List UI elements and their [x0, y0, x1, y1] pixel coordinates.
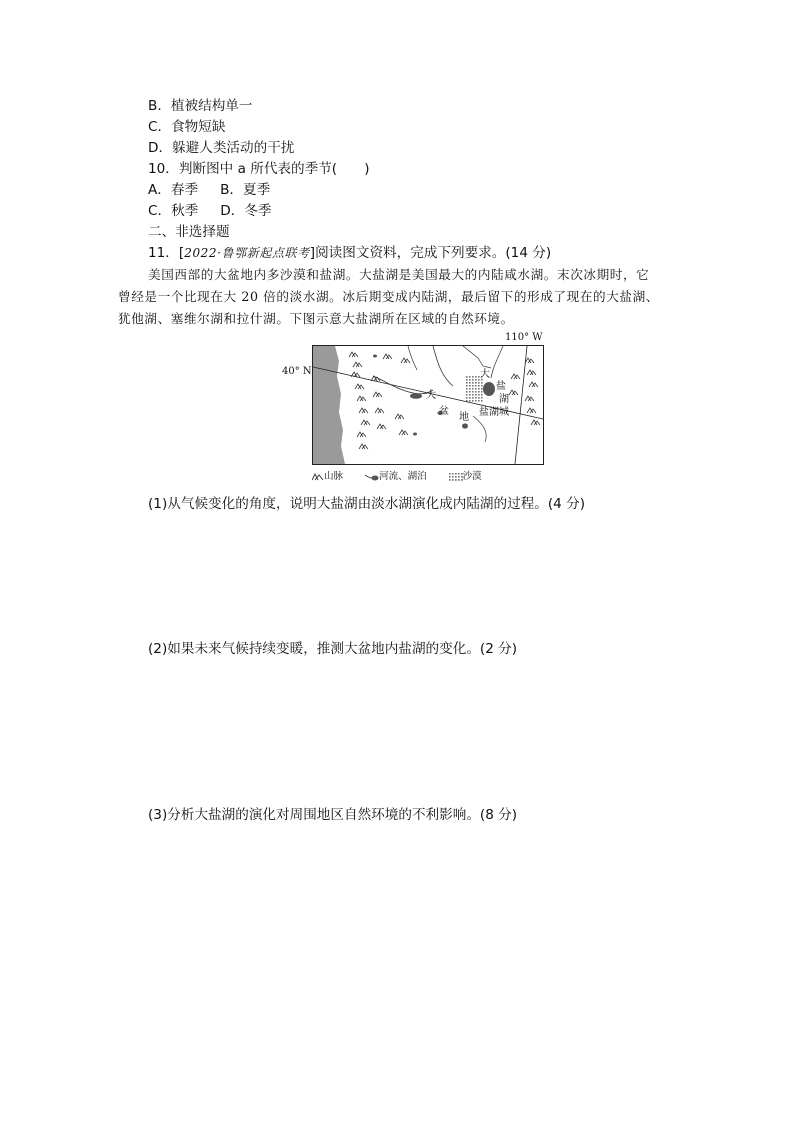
basin-char-1: 大	[426, 390, 436, 401]
river-lake-legend-icon	[365, 473, 379, 481]
map-figure	[280, 330, 550, 485]
city-label: 盐湖城	[479, 407, 509, 418]
question-11-source: 2022·鲁鄂新起点联考	[184, 246, 310, 260]
question-11-sub-2: (2)如果未来气候持续变暖，推测大盆地内盐湖的变化。(2 分)	[148, 641, 518, 657]
lake-char-1: 大	[480, 369, 490, 380]
option-9d: D．躲避人类活动的干扰	[148, 140, 295, 156]
question-10-stem: 10．判断图中 a 所代表的季节( )	[148, 161, 370, 177]
question-11-sub-1: (1)从气候变化的角度，说明大盐湖由淡水湖演化成内陆湖的过程。(4 分)	[148, 496, 586, 512]
passage-line-3: 犹他湖、塞维尔湖和拉什湖。下图示意大盐湖所在区域的自然环境。	[118, 311, 514, 326]
lake-char-2: 盐	[496, 381, 506, 392]
longitude-line	[515, 346, 527, 464]
option-10b: B．夏季	[220, 182, 271, 198]
mountain-legend-icon	[312, 473, 324, 481]
lake	[410, 393, 422, 399]
passage-line-1: 美国西部的大盆地内多沙漠和盐湖。大盐湖是美国最大的内陆咸水湖。末次冰期时，它	[148, 267, 650, 282]
latitude-label: 40° N	[282, 366, 312, 377]
desert-legend-icon	[449, 473, 463, 481]
map-legend	[312, 469, 544, 485]
section-title: 二、非选择题	[148, 224, 230, 240]
great-salt-lake	[483, 382, 495, 396]
ocean-area	[313, 346, 335, 464]
option-9c: C．食物短缺	[148, 119, 226, 135]
legend-mountain: 山脉	[324, 471, 344, 482]
lake-char-3: 湖	[499, 394, 509, 405]
question-10-options-row1	[148, 181, 270, 199]
legend-river-lake: 河流、湖泊	[379, 471, 427, 482]
longitude-label: 110° W	[505, 332, 543, 343]
legend-desert: 沙漠	[462, 471, 482, 482]
option-9b: B．植被结构单一	[148, 98, 253, 114]
mountain-symbols	[349, 352, 540, 449]
question-11-stem: 11．[2022·鲁鄂新起点联考]阅读图文资料，完成下列要求。(14 分)	[148, 245, 552, 261]
passage-line-2: 曾经是一个比现在大 20 倍的淡水湖。冰后期变成内陆湖，最后留下的形成了现在的大盐湖、	[118, 289, 659, 304]
question-10-options-row2	[148, 202, 272, 220]
option-10a: A．春季	[148, 182, 199, 198]
question-11-sub-3: (3)分析大盐湖的演化对周围地区自然环境的不利影响。(8 分)	[148, 807, 518, 823]
basin-char-3: 地	[459, 412, 469, 423]
option-10d: D．冬季	[220, 203, 272, 219]
basin-char-2: 盆	[439, 406, 449, 417]
map-frame	[312, 345, 544, 465]
option-10c: C．秋季	[148, 203, 199, 219]
